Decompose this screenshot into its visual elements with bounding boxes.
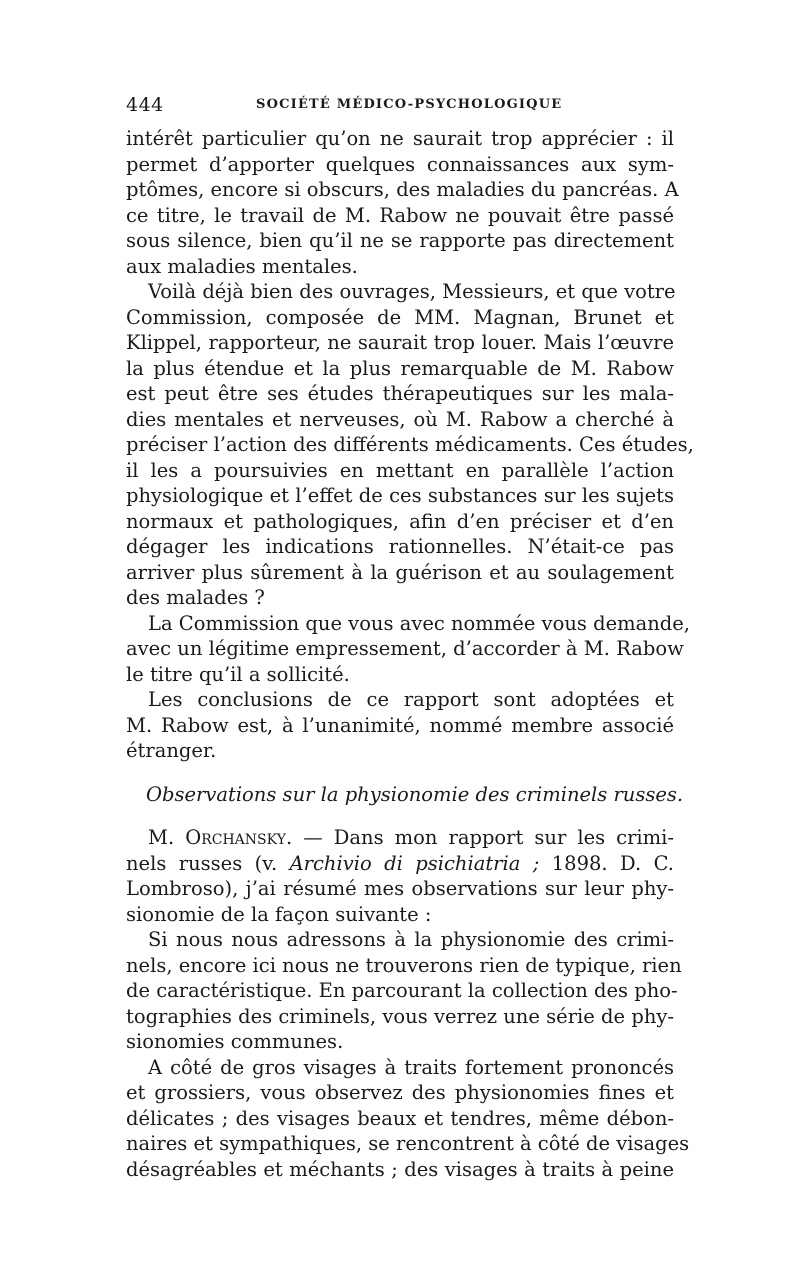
text-line: Commission, composée de MM. Magnan, Brunet et [126, 305, 674, 329]
text-line: sous silence, bien qu’il ne se rapporte pas directement [126, 229, 674, 252]
text-line: nels, encore ici nous ne trouverons rien de typique, rien [126, 953, 682, 977]
text-line: Klippel, rapporteur, ne saurait trop louer. Mais l’œuvre [126, 331, 674, 354]
body-text [126, 126, 694, 1182]
text-line: Voilà déjà bien des ouvrages, Messieurs, et que votre [148, 280, 676, 303]
orchansky-paragraph [126, 825, 674, 927]
text-line: A côté de gros visages à traits fortement prononcés [148, 1055, 674, 1079]
text-line: La Commission que vous avec nommée vous demande, [148, 611, 691, 635]
text-line: de caractéristique. En parcourant la collection des pho- [126, 979, 678, 1002]
rabow-report [126, 126, 694, 764]
text-line: aux maladies mentales. [126, 254, 358, 278]
text-line: arriver plus sûrement à la guérison et au soulagement [126, 560, 674, 584]
text-line: ce titre, le travail de M. Rabow ne pouvait être passé [126, 203, 674, 227]
text-line: étranger. [126, 739, 217, 762]
text-line: Si nous nous adressons à la physionomie des crimi- [148, 928, 674, 951]
text-line: délicates ; des visages beaux et tendres, même débon- [126, 1106, 674, 1130]
text-line: M. Rabow est, à l’unanimité, nommé membre associé [126, 713, 674, 737]
text-line: dégager les indications rationnelles. N’était-ce pas [126, 535, 674, 558]
text-line: et grossiers, vous observez des physionomies fines et [126, 1081, 674, 1104]
text-line: nels russes (v. Archivio di psichiatria ; 1898. D. C. [126, 851, 675, 875]
text-line: normaux et pathologiques, afin d’en préciser et d’en [126, 509, 674, 533]
text-line: le titre qu’il a sollicité. [126, 662, 350, 686]
page [126, 94, 694, 1182]
text-line: dies mentales et nerveuses, où M. Rabow a cherché à [126, 407, 674, 431]
text-line: sionomies communes. [126, 1030, 344, 1053]
text-line: Lombroso), j’ai résumé mes observations sur leur phy- [126, 877, 674, 900]
text-line: permet d’apporter quelques connaissances aux sym- [126, 152, 674, 176]
page-number: 444 [126, 94, 164, 116]
text-line: est peut être ses études thérapeutiques sur les mala- [126, 382, 674, 405]
running-title: SOCIÉTÉ MÉDICO-PSYCHOLOGIQUE [256, 97, 563, 112]
text-line: M. Orchansky. — Dans mon rapport sur les crimi- [148, 826, 674, 849]
text-line: intérêt particulier qu’on ne saurait trop apprécier : il [126, 127, 674, 150]
text-line: Les conclusions de ce rapport sont adoptées et [148, 688, 674, 711]
running-head [126, 94, 674, 120]
journal-citation: Archivio di psichiatria ; [289, 851, 540, 875]
text-line: naires et sympathiques, se rencontrent à côté de visages [126, 1132, 690, 1155]
text-line: sionomie de la façon suivante : [126, 902, 432, 926]
text-line: ptômes, encore si obscurs, des maladies du pancréas. A [126, 178, 679, 201]
text-line: physiologique et l’effet de ces substances sur les sujets [126, 484, 674, 507]
text-line: avec un légitime empressement, d’accorder à M. Rabow [126, 637, 684, 660]
physiognomy-text [126, 927, 690, 1182]
text-line: la plus étendue et la plus remarquable de M. Rabow [126, 356, 674, 380]
text-line: tographies des criminels, vous verrez une série de phy- [126, 1004, 674, 1028]
text-line: il les a poursuivies en mettant en parallèle l’action [126, 458, 674, 482]
text-line: des malades ? [126, 586, 265, 609]
text-line: préciser l’action des différents médicaments. Ces études, [126, 433, 694, 456]
speaker-name: M. Orchansky. [148, 826, 293, 849]
text-line: désagréables et méchants ; des visages à traits à peine [126, 1157, 674, 1181]
section-title: Observations sur la physionomie des criminels russes. [146, 782, 684, 806]
